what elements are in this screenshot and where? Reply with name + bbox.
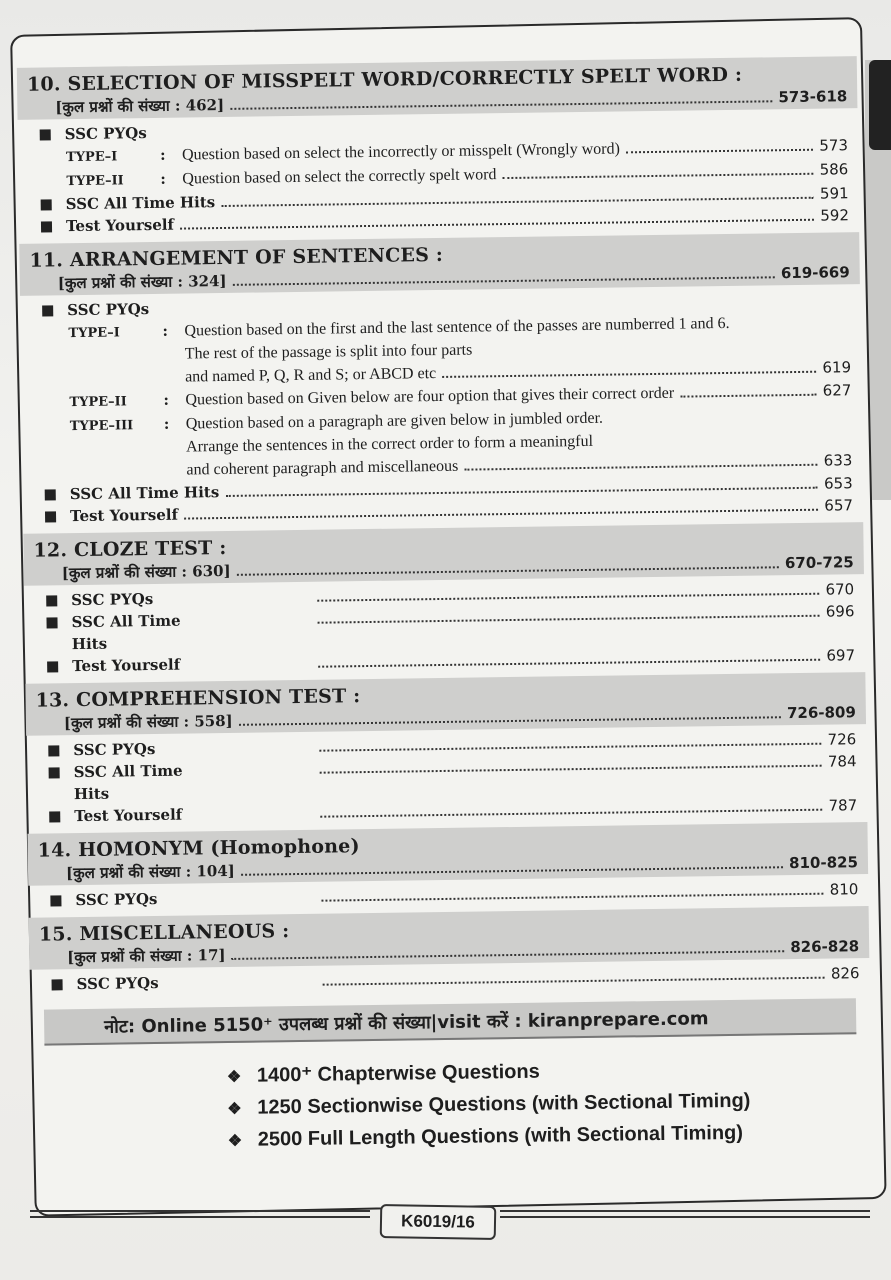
page-number: 573 — [819, 136, 849, 155]
colon: : — [162, 321, 169, 340]
group-label: SSC PYQs — [67, 300, 150, 320]
page-number: 826 — [830, 964, 860, 983]
feature-text: 1400⁺ Chapterwise Questions — [256, 1060, 540, 1087]
type-label — [70, 452, 164, 453]
square-bullet-icon — [46, 595, 57, 606]
question-count: [कुल प्रश्नों की संख्या : 462] — [55, 95, 225, 117]
type-label — [69, 382, 163, 383]
square-bullet-icon — [48, 745, 59, 756]
section-title: 11. ARRANGEMENT OF SENTENCES : — [29, 243, 444, 272]
diamond-bullet-icon: ❖ — [227, 1132, 243, 1151]
square-bullet-icon — [42, 305, 53, 316]
feature-text: 1250 Sectionwise Questions (with Sectional Timing) — [257, 1089, 751, 1119]
type-description: Question based on the first and the last sentence of the passes are numberred 1 and 6. — [184, 314, 730, 340]
contents-list — [17, 56, 872, 1160]
item-label: Test Yourself — [69, 505, 179, 526]
section-body — [26, 724, 867, 834]
spacer — [192, 624, 312, 626]
spacer — [192, 668, 312, 670]
colon: : — [160, 169, 167, 188]
spacer — [191, 602, 311, 604]
footer-rule-right — [500, 1210, 870, 1218]
square-bullet-icon — [45, 489, 56, 500]
diamond-bullet-icon: ❖ — [226, 1068, 242, 1087]
toc-section — [27, 822, 868, 918]
type-label — [69, 359, 163, 360]
dot-leader — [233, 276, 775, 286]
type-label: TYPE–III — [69, 418, 134, 435]
item-label: Test Yourself — [74, 805, 183, 826]
item-label: SSC PYQs — [76, 973, 159, 994]
item-label: SSC All Time Hits — [65, 193, 216, 214]
colon: : — [159, 145, 166, 164]
dot-leader — [321, 893, 823, 902]
item-label: SSC All Time Hits — [69, 483, 220, 504]
page-range: 810-825 — [788, 853, 859, 873]
type-label: TYPE–II — [69, 394, 127, 411]
dot-leader — [320, 765, 822, 774]
item-label: Test Yourself — [65, 215, 175, 236]
spacer — [195, 902, 315, 904]
question-count: [कुल प्रश्नों की संख्या : 104] — [65, 861, 235, 883]
item-label: SSC PYQs — [71, 590, 154, 610]
type-label — [71, 475, 165, 476]
page-range: 726-809 — [786, 703, 856, 723]
dot-leader — [318, 659, 820, 668]
type-description: Question based on select the correctly spelt word — [182, 166, 497, 188]
footer-rule-left — [30, 1210, 370, 1218]
square-bullet-icon — [50, 895, 61, 906]
spacer — [197, 986, 317, 988]
dot-leader — [323, 977, 825, 986]
online-note: नोट: Online 5150⁺ उपलब्ध प्रश्नों की संख्या|visit करें : kiranprepare.com — [44, 998, 856, 1045]
section-title: 10. SELECTION OF MISSPELT WORD/CORRECTLY SPELT WORD : — [26, 63, 743, 96]
dot-leader — [241, 866, 783, 876]
toc-section — [23, 522, 865, 684]
dot-leader — [320, 809, 822, 818]
page-number: 726 — [827, 730, 857, 749]
dot-leader — [502, 173, 813, 179]
type-description: Arrange the sentences in the correct order to form a meaningful — [185, 432, 594, 456]
dot-leader — [680, 394, 817, 398]
type-description: and coherent paragraph and miscellaneous — [186, 457, 459, 479]
dot-leader — [180, 219, 814, 230]
square-bullet-icon — [47, 661, 58, 672]
item-label: SSC All Time Hits — [71, 611, 181, 654]
page-number: 784 — [827, 752, 857, 771]
page-number: 592 — [820, 206, 850, 225]
dot-leader — [230, 100, 772, 110]
page-range: 670-725 — [784, 553, 854, 573]
contents-frame — [10, 17, 887, 1217]
type-label: TYPE–II — [66, 173, 124, 190]
dot-leader — [184, 509, 818, 520]
item-label: SSC PYQs — [73, 739, 156, 760]
section-title: 13. COMPREHENSION TEST : — [35, 685, 361, 712]
dot-leader — [464, 464, 817, 471]
page-number: 586 — [819, 160, 849, 179]
toc-section — [19, 232, 863, 534]
item-label: SSC All Time Hits — [73, 761, 183, 804]
diamond-bullet-icon: ❖ — [227, 1100, 242, 1119]
type-description: Question based on a paragraph are given below in jumbled order. — [185, 409, 604, 433]
type-description: and named P, Q, R and S; or ABCD etc — [185, 365, 437, 386]
square-bullet-icon — [40, 129, 51, 140]
section-title: 12. CLOZE TEST : — [33, 536, 227, 562]
type-description: Question based on Given below are four option that gives their correct order — [185, 384, 675, 409]
section-title: 15. MISCELLANEOUS : — [38, 920, 290, 946]
item-label: Test Yourself — [72, 655, 181, 676]
page-number: 657 — [824, 496, 854, 515]
page-number: 633 — [823, 451, 853, 470]
page-number: 696 — [825, 602, 855, 621]
dot-leader — [239, 716, 781, 726]
section-body — [24, 574, 865, 684]
question-count: [कुल प्रश्नों की संख्या : 17] — [67, 946, 226, 967]
square-bullet-icon — [41, 221, 52, 232]
dot-leader — [442, 371, 816, 378]
page-range: 573-618 — [778, 87, 848, 107]
section-body — [20, 284, 863, 534]
spacer — [194, 818, 314, 820]
spacer — [193, 752, 313, 754]
toc-section — [29, 906, 870, 1002]
page-range: 619-669 — [780, 263, 850, 283]
toc-section — [25, 672, 867, 834]
page-number: 810 — [829, 880, 859, 899]
question-count: [कुल प्रश्नों की संख्या : 324] — [57, 271, 227, 293]
dot-leader — [319, 743, 821, 752]
section-title: 14. HOMONYM (Homophone) — [37, 835, 360, 862]
square-bullet-icon — [46, 617, 57, 628]
type-description: Question based on select the incorrectly or misspelt (Wrongly word) — [181, 140, 621, 164]
page-range: 826-828 — [790, 937, 860, 957]
dot-leader — [237, 566, 779, 576]
dot-leader — [318, 615, 820, 624]
square-bullet-icon — [45, 511, 56, 522]
type-description: The rest of the passage is split into four parts — [184, 341, 473, 363]
colon: : — [163, 390, 170, 409]
square-bullet-icon — [49, 811, 60, 822]
square-bullet-icon — [52, 979, 63, 990]
type-label: TYPE–I — [68, 325, 120, 342]
group-label: SSC PYQs — [64, 124, 147, 144]
type-label: TYPE–I — [65, 149, 118, 166]
page-number: 670 — [825, 580, 855, 599]
page-number: 787 — [828, 796, 858, 815]
dot-leader — [626, 149, 813, 154]
dot-leader — [317, 593, 819, 602]
feature-text: 2500 Full Length Questions (with Sectional Timing) — [257, 1121, 744, 1151]
footer-code: K6019/16 — [380, 1204, 497, 1240]
square-bullet-icon — [49, 767, 60, 778]
question-count: [कुल प्रश्नों की संख्या : 630] — [61, 561, 231, 583]
dot-leader — [232, 950, 785, 960]
page-number: 653 — [823, 474, 853, 493]
page-number: 697 — [826, 646, 856, 665]
colon: : — [163, 414, 170, 433]
page-number: 619 — [822, 358, 852, 377]
spacer — [194, 774, 314, 776]
item-label: SSC PYQs — [75, 889, 158, 910]
feature-list — [31, 1052, 872, 1160]
question-count: [कुल प्रश्नों की संख्या : 558] — [63, 711, 233, 733]
section-body — [18, 108, 860, 244]
page-number: 591 — [819, 184, 849, 203]
page-number: 627 — [822, 381, 852, 400]
square-bullet-icon — [41, 199, 52, 210]
toc-section — [17, 56, 859, 244]
